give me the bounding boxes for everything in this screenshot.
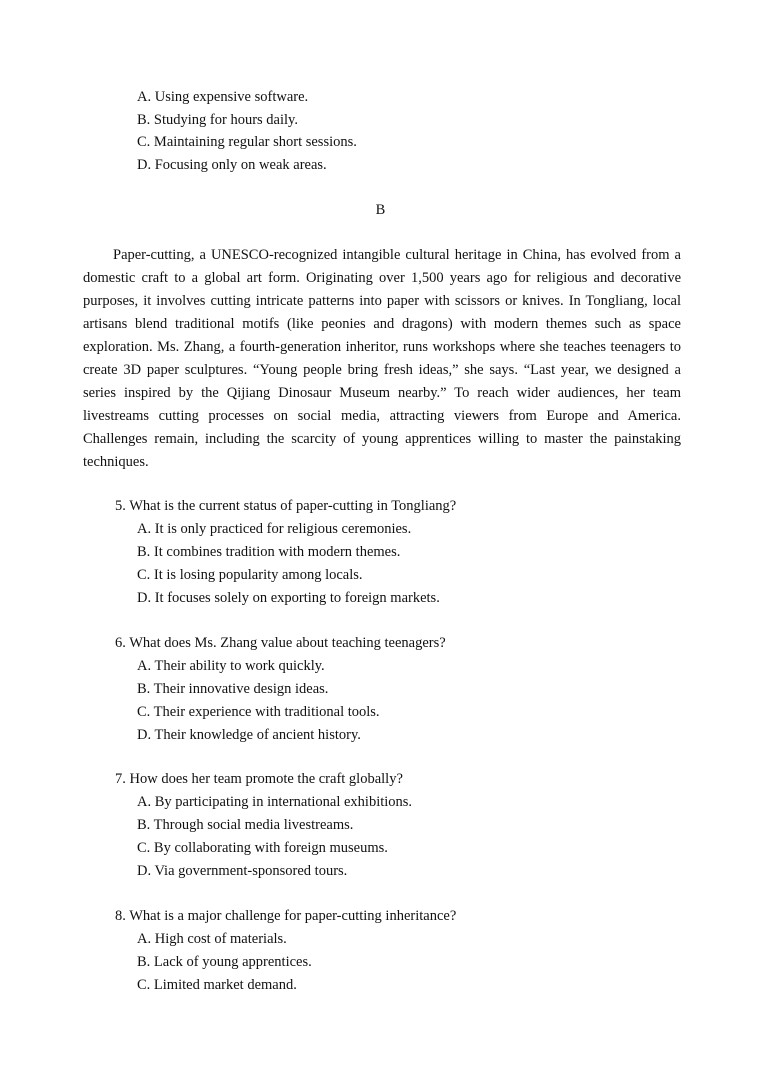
prev-option-d: D. Focusing only on weak areas.: [137, 157, 327, 173]
question-7-option-a: A. By participating in international exhibitions.: [137, 794, 413, 810]
question-5-stem: 5. What is the current status of paper-cutting in Tongliang?: [115, 498, 457, 514]
question-7-option-d: D. Via government-sponsored tours.: [137, 863, 348, 879]
prev-option-b: B. Studying for hours daily.: [137, 112, 298, 128]
section-label: B: [375, 202, 386, 218]
reading-passage: [83, 244, 681, 474]
question-8-option-b: B. Lack of young apprentices.: [137, 954, 312, 970]
question-5-option-a: A. It is only practiced for religious ceremonies.: [137, 521, 412, 537]
question-7-option-c: C. By collaborating with foreign museums.: [137, 840, 388, 856]
prev-option-c: C. Maintaining regular short sessions.: [137, 134, 357, 150]
question-8-option-a: A. High cost of materials.: [137, 931, 287, 947]
prev-option-a: A. Using expensive software.: [137, 89, 309, 105]
question-6-stem: 6. What does Ms. Zhang value about teaching teenagers?: [115, 635, 446, 651]
question-7-stem: 7. How does her team promote the craft globally?: [115, 771, 403, 787]
question-5-option-d: D. It focuses solely on exporting to foreign markets.: [137, 590, 440, 606]
question-5-option-c: C. It is losing popularity among locals.: [137, 567, 363, 583]
question-6-option-c: C. Their experience with traditional tools.: [137, 704, 380, 720]
question-6-option-d: D. Their knowledge of ancient history.: [137, 727, 361, 743]
question-8-stem: 8. What is a major challenge for paper-cutting inheritance?: [115, 908, 457, 924]
question-5-option-b: B. It combines tradition with modern themes.: [137, 544, 401, 560]
question-6-option-b: B. Their innovative design ideas.: [137, 681, 329, 697]
question-8-option-c: C. Limited market demand.: [137, 977, 297, 993]
question-7-option-b: B. Through social media livestreams.: [137, 817, 354, 833]
passage-text: Paper-cutting, a UNESCO-recognized intangible cultural heritage in China, has evolved from a domestic craft to a global art form. Originating over 1,500 years ago for religious and decorative purposes, it involves cutting intricate patterns into paper with scissors or knives. In Tongliang, local artisans blend traditional motifs (like peonies and dragons) with modern themes such as space exploration. Ms. Zhang, a fourth-generation inheritor, runs workshops where she teaches teenagers to create 3D paper sculptures. “Young people bring fresh ideas,” she says. “Last year, we designed a series inspired by the Qijiang Dinosaur Museum nearby.” To reach wider audiences, her team livestreams cutting processes on social media, attracting viewers from Europe and America. Challenges remain, including the scarcity of young apprentices willing to master the painstaking techniques.: [83, 247, 681, 470]
question-6-option-a: A. Their ability to work quickly.: [137, 658, 325, 674]
